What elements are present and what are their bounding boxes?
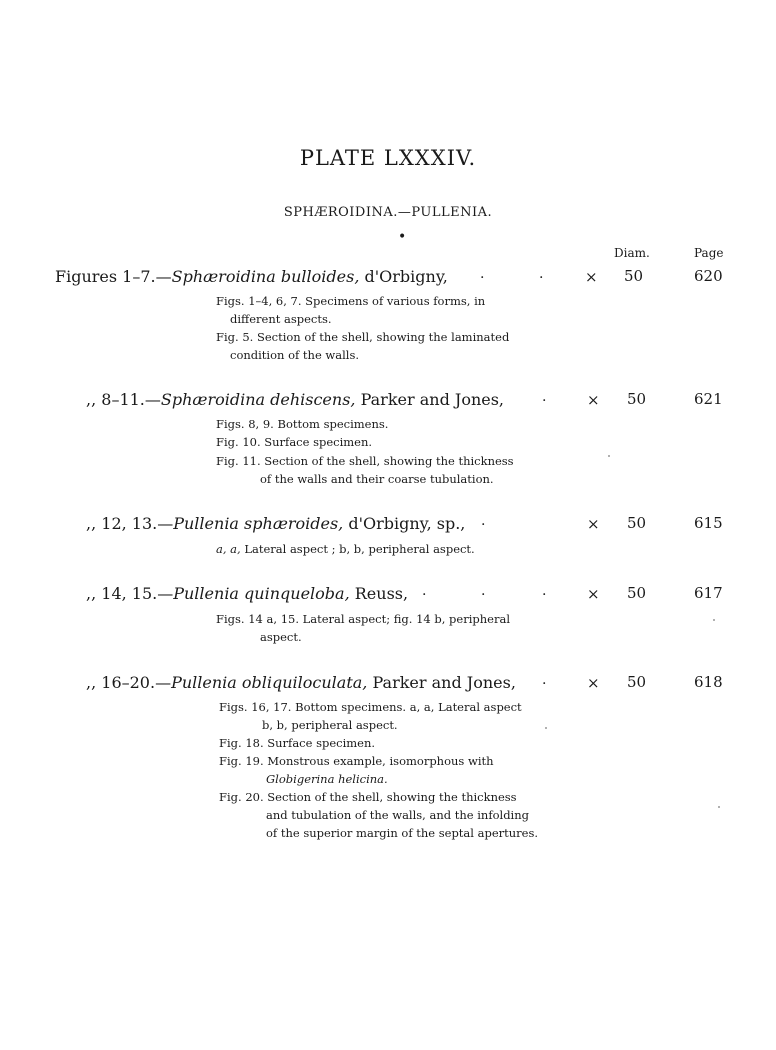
plate-title: PLATE LXXXIV. bbox=[299, 146, 477, 170]
figure-note: of the superior margin of the septal apertures. bbox=[266, 826, 539, 840]
page-value: 620 bbox=[694, 267, 723, 285]
figure-note: and tubulation of the walls, and the infolding bbox=[266, 808, 530, 822]
leader-dot: . bbox=[542, 389, 547, 405]
species-name: Sphæroidina dehiscens, bbox=[160, 390, 356, 409]
entry-title bbox=[55, 267, 448, 286]
leader-dot: . bbox=[481, 513, 486, 529]
genus-reference: Globigerina helicina. bbox=[266, 772, 388, 786]
species-name: Pullenia quinqueloba, bbox=[173, 584, 350, 603]
species-name: Pullenia sphæroides, bbox=[173, 514, 344, 533]
species-name: Pullenia obliquiloculata, bbox=[171, 673, 368, 692]
scan-speck bbox=[608, 455, 610, 457]
figure-note: of the walls and their coarse tubulation. bbox=[260, 472, 494, 486]
section-subtitle: SPHÆROIDINA.—PULLENIA. bbox=[283, 205, 493, 220]
leader-dot: . bbox=[542, 583, 547, 599]
entry-title bbox=[86, 514, 465, 533]
figure-letters: a, a, bbox=[216, 542, 241, 556]
figure-note: Figs. 8, 9. Bottom specimens. bbox=[216, 417, 389, 431]
species-name: Sphæroidina bulloides, bbox=[171, 267, 360, 286]
diam-value: 50 bbox=[627, 584, 647, 602]
figure-note: condition of the walls. bbox=[230, 348, 360, 362]
diam-value: 50 bbox=[627, 390, 647, 408]
page-header: Page bbox=[694, 246, 724, 260]
figure-note: Figs. 14 a, 15. Lateral aspect; fig. 14 b, peripheral bbox=[216, 612, 511, 626]
diam-value: 50 bbox=[624, 267, 644, 285]
leader-dot: . bbox=[480, 266, 485, 282]
figure-note: Figs. 16, 17. Bottom specimens. a, a, Lateral aspect bbox=[219, 700, 522, 714]
page-value: 617 bbox=[694, 584, 723, 602]
figure-note bbox=[216, 540, 475, 558]
figure-note: b, b, peripheral aspect. bbox=[262, 718, 398, 732]
magnification-sign: × bbox=[587, 515, 600, 533]
scan-speck bbox=[545, 727, 547, 729]
magnification-sign: × bbox=[585, 268, 598, 286]
leader-dot: . bbox=[481, 583, 486, 599]
magnification-sign: × bbox=[587, 674, 600, 692]
figure-note: Fig. 18. Surface specimen. bbox=[219, 736, 376, 750]
figure-note: Fig. 20. Section of the shell, showing the thickness bbox=[219, 790, 517, 804]
diam-header: Diam. bbox=[614, 246, 650, 260]
leader-dot: . bbox=[539, 266, 544, 282]
species-author: Parker and Jones, bbox=[372, 673, 516, 692]
figure-note bbox=[266, 770, 388, 788]
diam-value: 50 bbox=[627, 514, 647, 532]
page-value: 615 bbox=[694, 514, 723, 532]
figure-note: Fig. 10. Surface specimen. bbox=[216, 435, 373, 449]
page-value: 618 bbox=[694, 673, 723, 691]
entry-prefix: ,, 16–20.— bbox=[86, 673, 172, 692]
figure-note: aspect. bbox=[260, 630, 302, 644]
scan-speck bbox=[713, 619, 715, 621]
figure-note-text: Lateral aspect ; b, b, peripheral aspect. bbox=[240, 542, 475, 556]
figure-note: Fig. 11. Section of the shell, showing the thickness bbox=[216, 454, 514, 468]
diam-value: 50 bbox=[627, 673, 647, 691]
entry-prefix: Figures 1–7.— bbox=[55, 267, 172, 286]
entry-prefix: ,, 12, 13.— bbox=[86, 514, 174, 533]
figure-note: Fig. 5. Section of the shell, showing the laminated bbox=[216, 330, 510, 344]
scan-speck bbox=[718, 806, 720, 808]
figure-note: different aspects. bbox=[230, 312, 332, 326]
magnification-sign: × bbox=[587, 585, 600, 603]
entry-prefix: ,, 8–11.— bbox=[86, 390, 161, 409]
species-author: d'Orbigny, sp., bbox=[348, 514, 466, 533]
page-value: 621 bbox=[694, 390, 723, 408]
ornament-dot: • bbox=[398, 229, 407, 245]
entry-prefix: ,, 14, 15.— bbox=[86, 584, 174, 603]
species-author: Parker and Jones, bbox=[360, 390, 505, 409]
species-author: d'Orbigny, bbox=[364, 267, 448, 286]
figure-note: Figs. 1–4, 6, 7. Specimens of various forms, in bbox=[216, 294, 486, 308]
figure-note: Fig. 19. Monstrous example, isomorphous with bbox=[219, 754, 494, 768]
leader-dot: . bbox=[542, 672, 547, 688]
entry-title bbox=[86, 673, 516, 692]
entry-title bbox=[86, 584, 408, 603]
magnification-sign: × bbox=[587, 391, 600, 409]
entry-title bbox=[86, 390, 504, 409]
leader-dot: . bbox=[422, 583, 427, 599]
species-author: Reuss, bbox=[354, 584, 409, 603]
